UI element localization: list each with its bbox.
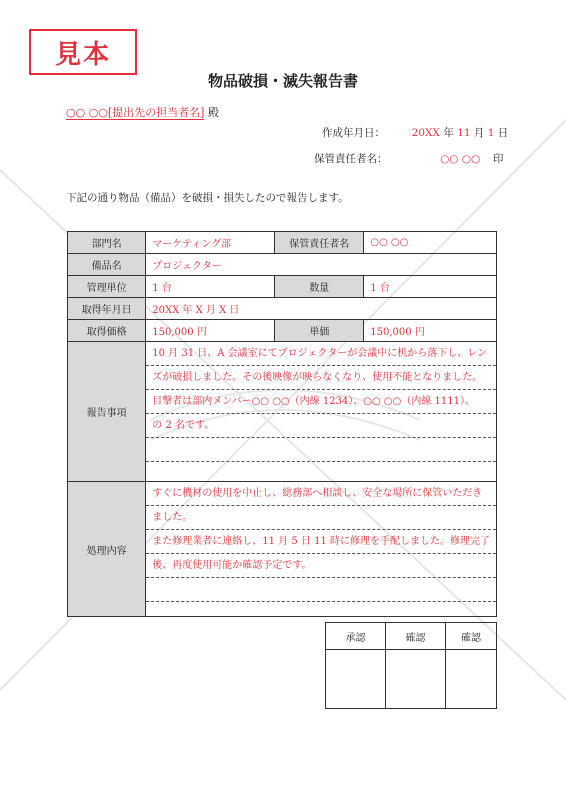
- created-day-unit: 日: [497, 127, 509, 139]
- report-line: [146, 438, 496, 462]
- dept-label: 部門名: [68, 232, 146, 254]
- acq-price-label: 取得価格: [68, 320, 146, 342]
- check-seal-box-2: [446, 650, 497, 709]
- report-line: 目撃者は部内メンバー○○ ○○（内線 1234）、○○ ○○（内線 1111）、: [146, 390, 496, 414]
- report-label: 報告事項: [68, 342, 146, 482]
- report-line: ズが破損しました。その後映像が映らなくなり、使用不能となりました。: [146, 366, 496, 390]
- acq-date-value: 20XX 年 X 月 X 日: [146, 298, 497, 320]
- addressee-name: ○○ ○○[提出先の担当者名]: [66, 106, 205, 119]
- check-header-1: 確認: [386, 623, 446, 650]
- created-month-unit: 月: [473, 127, 485, 139]
- unit-label: 管理単位: [68, 276, 146, 298]
- intro-text: 下記の通り物品（備品）を破損・損失したので報告します。: [66, 192, 349, 204]
- manager-row: [314, 151, 503, 166]
- report-line: [146, 462, 496, 481]
- unit-value: 1 台: [146, 276, 275, 298]
- manager-label: 保管責任者名：: [314, 153, 388, 165]
- item-label: 備品名: [68, 254, 146, 276]
- action-body: [146, 482, 497, 617]
- manager-seal: 印: [492, 153, 504, 165]
- created-year-unit: 年: [443, 127, 454, 139]
- action-line: 後、再度使用可能か確認予定です。: [146, 554, 496, 578]
- item-value: プロジェクター: [146, 254, 497, 276]
- resp-value: ○○ ○○: [364, 232, 497, 254]
- qty-label: 数量: [275, 276, 364, 298]
- unit-price-label: 単価: [275, 320, 364, 342]
- action-line: すぐに機材の使用を中止し、総務部へ相談し、安全な場所に保管いただき: [146, 482, 496, 506]
- action-label: 処理内容: [68, 482, 146, 617]
- report-body: [146, 342, 497, 482]
- approval-seal-box: [326, 650, 386, 709]
- dept-value: マーケティング部: [146, 232, 275, 254]
- approval-header: 承認: [326, 623, 386, 650]
- check-seal-box-1: [386, 650, 446, 709]
- created-day: 1: [487, 127, 495, 139]
- acq-date-label: 取得年月日: [68, 298, 146, 320]
- addressee-suffix: 殿: [207, 106, 219, 119]
- document-title: 物品破損・滅失報告書: [207, 72, 358, 90]
- action-line: [146, 578, 496, 602]
- acq-price-value: 150,000 円: [146, 320, 275, 342]
- sample-stamp: 見本: [29, 29, 137, 75]
- check-header-2: 確認: [446, 623, 497, 650]
- unit-price-value: 150,000 円: [364, 320, 497, 342]
- created-year: 20XX: [411, 127, 440, 139]
- created-date: [322, 125, 508, 140]
- addressee: [66, 104, 219, 120]
- action-line: ました。: [146, 506, 496, 530]
- created-label: 作成年月日：: [322, 127, 385, 139]
- report-line: の 2 名です。: [146, 414, 496, 438]
- report-line: 10 月 31 日、A 会議室にてプロジェクターが会議中に机から落下し、レン: [146, 342, 496, 366]
- action-line: また修理業者に連絡し、11 月 5 日 11 時に修理を手配しました。修理完了: [146, 530, 496, 554]
- action-line: [146, 602, 496, 616]
- report-table: [67, 231, 497, 617]
- manager-name: ○○ ○○: [440, 153, 481, 165]
- approval-table: [325, 622, 497, 709]
- qty-value: 1 台: [364, 276, 497, 298]
- created-month: 11: [457, 127, 471, 139]
- resp-label: 保管責任者名: [275, 232, 364, 254]
